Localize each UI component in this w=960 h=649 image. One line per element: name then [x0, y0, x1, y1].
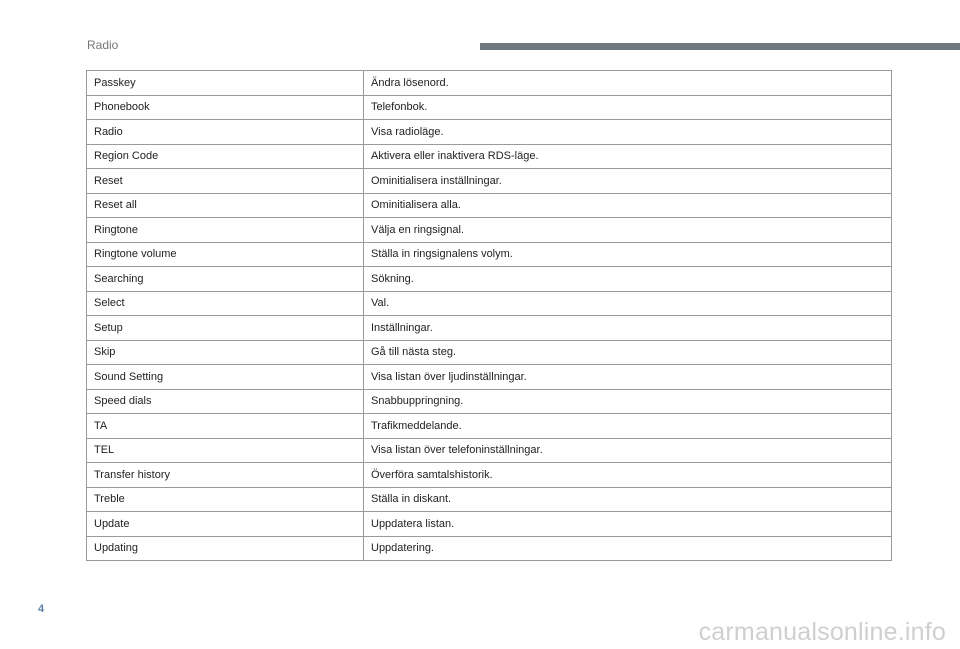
glossary-row	[87, 193, 892, 218]
glossary-row	[87, 365, 892, 390]
glossary-definition: Visa listan över ljudinställningar.	[364, 365, 892, 390]
glossary-definition: Ändra lösenord.	[364, 71, 892, 96]
glossary-row	[87, 218, 892, 243]
glossary-term: Sound Setting	[87, 365, 364, 390]
glossary-definition: Visa listan över telefoninställningar.	[364, 438, 892, 463]
glossary-definition: Aktivera eller inaktivera RDS-läge.	[364, 144, 892, 169]
glossary-definition: Ställa in ringsignalens volym.	[364, 242, 892, 267]
glossary-term: Skip	[87, 340, 364, 365]
glossary-row	[87, 95, 892, 120]
glossary-row	[87, 267, 892, 292]
glossary-definition: Gå till nästa steg.	[364, 340, 892, 365]
glossary-row	[87, 512, 892, 537]
glossary-definition: Visa radioläge.	[364, 120, 892, 145]
glossary-term: Radio	[87, 120, 364, 145]
glossary-definition: Uppdatera listan.	[364, 512, 892, 537]
glossary-definition: Inställningar.	[364, 316, 892, 341]
glossary-term: Searching	[87, 267, 364, 292]
watermark: carmanualsonline.info	[698, 618, 946, 646]
glossary-definition: Välja en ringsignal.	[364, 218, 892, 243]
glossary-term: Reset	[87, 169, 364, 194]
glossary-row	[87, 291, 892, 316]
glossary-term: Update	[87, 512, 364, 537]
glossary-definition: Ominitialisera alla.	[364, 193, 892, 218]
glossary-definition: Snabbuppringning.	[364, 389, 892, 414]
glossary-term: Ringtone volume	[87, 242, 364, 267]
glossary-definition: Uppdatering.	[364, 536, 892, 561]
glossary-term: Ringtone	[87, 218, 364, 243]
page-number: 4	[38, 603, 45, 615]
glossary-row	[87, 414, 892, 439]
glossary-term: Select	[87, 291, 364, 316]
glossary-definition: Trafikmeddelande.	[364, 414, 892, 439]
glossary-definition: Telefonbok.	[364, 95, 892, 120]
glossary-body	[87, 71, 892, 561]
glossary-row	[87, 144, 892, 169]
glossary-row	[87, 120, 892, 145]
glossary-definition: Ominitialisera inställningar.	[364, 169, 892, 194]
header-bar	[480, 43, 960, 50]
glossary-row	[87, 438, 892, 463]
glossary-definition: Sökning.	[364, 267, 892, 292]
glossary-term: TA	[87, 414, 364, 439]
glossary-definition: Val.	[364, 291, 892, 316]
glossary-term: Speed dials	[87, 389, 364, 414]
glossary-term: Treble	[87, 487, 364, 512]
glossary-row	[87, 536, 892, 561]
glossary-term: Setup	[87, 316, 364, 341]
glossary-row	[87, 316, 892, 341]
glossary-term: Passkey	[87, 71, 364, 96]
glossary-term: Phonebook	[87, 95, 364, 120]
section-title: Radio	[87, 38, 119, 52]
glossary-row	[87, 463, 892, 488]
glossary-row	[87, 340, 892, 365]
glossary-term: Transfer history	[87, 463, 364, 488]
glossary-row	[87, 487, 892, 512]
glossary-term: Updating	[87, 536, 364, 561]
glossary-table	[86, 70, 892, 561]
glossary-definition: Överföra samtalshistorik.	[364, 463, 892, 488]
glossary-row	[87, 242, 892, 267]
glossary-term: Region Code	[87, 144, 364, 169]
glossary-row	[87, 169, 892, 194]
glossary-definition: Ställa in diskant.	[364, 487, 892, 512]
glossary-term: TEL	[87, 438, 364, 463]
glossary-row	[87, 389, 892, 414]
glossary-term: Reset all	[87, 193, 364, 218]
glossary-row	[87, 71, 892, 96]
